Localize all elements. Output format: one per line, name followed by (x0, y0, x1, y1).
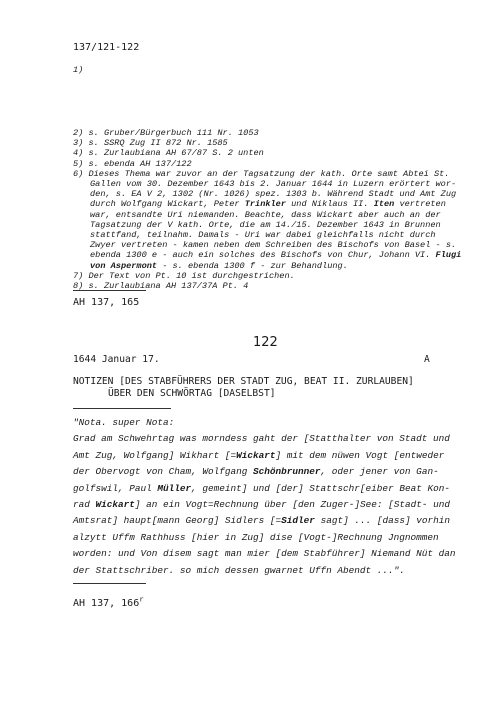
archive-reference-2 (73, 595, 144, 609)
text-line-9: worden: und Von disem sagt man mier [dem Stabführer] Niemand Nüt dan (73, 548, 456, 560)
fn6-text: durch Wolfgang Wickart, Peter (90, 199, 245, 210)
archive-reference: AH 137, 165 (73, 297, 140, 308)
text-line-3 (73, 448, 456, 464)
footnote-1-marker: 1) (73, 65, 84, 75)
fn6-name-aspermont: von Aspermont (90, 260, 158, 271)
name-sidler: Sidler (281, 515, 315, 527)
text-segment: , gemeint] und [der] Stattschr[eiber Beat Kon- (191, 482, 450, 494)
footnote-6-line-3: den, s. EA V 2, 1302 (Nr. 1026) spez. 1303 b. Während Stadt und Amt Zug (90, 189, 457, 200)
document-mark: A (424, 354, 430, 365)
heading-line-2: ÜBER DEN SCHWÖRTAG [DASELBST] (108, 388, 276, 399)
transcription-text (73, 415, 456, 579)
footnote-2: 2) s. Gruber/Bürgerbuch 111 Nr. 1053 (73, 128, 259, 138)
name-wickart: Wickart (236, 449, 276, 461)
text-segment: ] mit dem nüwen Vogt [entweder (275, 449, 445, 461)
document-date: 1644 Januar 17. (73, 354, 160, 365)
footnote-6-line-1: 6) Dieses Thema war zuvor an der Tagsatzung der kath. Orte samt Abtei St. (73, 168, 450, 179)
footnote-6-line-9 (73, 250, 461, 260)
fn6-text: ebenda 1300 e - auch ein solches des Bischofs von Chur, Johann VI. (90, 250, 436, 261)
text-line-1: "Nota. super Nota: (73, 417, 175, 428)
fn6-name-trinkler: Trinkler (244, 199, 286, 210)
top-reference: 137/121-122 (73, 42, 140, 53)
footnote-6-line-10 (73, 261, 461, 271)
text-segment: sagt] ... [dass] vorhin (314, 515, 450, 527)
text-line-6 (73, 497, 456, 513)
footnote-4: 4) s. Zurlaubiana AH 67/87 S. 2 unten (73, 148, 264, 159)
fn6-name-flugi: Flugi (435, 250, 462, 261)
text-segment: der Obervogt von Cham, Wolfgang (73, 466, 254, 478)
footnote-6-line-8: Zwyer vertreten - kamen neben dem Schreiben des Bischofs von Basel - s. (90, 240, 457, 251)
text-line-7 (73, 513, 456, 529)
text-segment: golfswil, Paul (73, 482, 158, 494)
fn6-name-iten: Iten (373, 199, 395, 210)
text-segment: ] an ein Vogt=Rechnung über [den Zuger-]See: [Stadt- und (134, 499, 450, 511)
archive-reference-2-text: AH 137, 166 (73, 598, 140, 609)
footnote-7: 7) Der Text von Pt. 10 ist durchgestrichen. (73, 270, 295, 281)
name-wickart: Wickart (95, 499, 135, 511)
footnote-8: 8) s. Zurlaubiana AH 137/37A Pt. 4 (73, 281, 249, 292)
fn6-text: - s. ebenda 1300 f - zur Behandlung. (157, 260, 348, 271)
text-segment: , oder jener von Gan- (320, 466, 439, 478)
text-segment: Amtsrat] haupt[mann Georg] Sidlers [= (73, 515, 282, 527)
fn6-text: vertreten (394, 199, 446, 210)
heading-rule (73, 408, 171, 409)
name-schoenbrunner: Schönbrunner (253, 466, 321, 478)
text-line-10: der Stattschriber. so mich dessen gwarnet Uffn Abendt ...". (73, 564, 405, 576)
fn6-text: und Niklaus II. (285, 199, 374, 210)
heading-line-1: NOTIZEN [DES STABFÜHRERS DER STADT ZUG, BEAT II. ZURLAUBEN] (73, 376, 414, 387)
name-mueller: Müller (157, 482, 192, 494)
text-line-2: Grad am Schwehrtag was morndess gaht der [Statthalter von Stadt und (73, 433, 450, 445)
footnotes-block (73, 128, 461, 291)
text-segment: rad (73, 499, 96, 511)
closing-rule (73, 583, 146, 584)
footnote-6-line-7: stattfand, teilnahm. Damals - Uri war dabei gleichfalls nicht durch (90, 230, 436, 241)
footnote-6-line-2: Gallen vom 30. Dezember 1643 bis 2. Januar 1644 in Luzern erörtert wor- (90, 179, 457, 190)
footnote-5: 5) s. ebenda AH 137/122 (73, 158, 192, 169)
text-line-4 (73, 464, 456, 480)
footnote-rule (73, 290, 146, 291)
footnote-6-line-6: Tagsatzung der V kath. Orte, die am 14./15. Dezember 1643 in Brunnen (90, 219, 441, 230)
footnote-6-line-4 (73, 199, 461, 209)
text-line-5 (73, 481, 456, 497)
folio-superscript: r (139, 595, 144, 604)
text-segment: Amt Zug, Wolfgang] Wikhart [= (73, 449, 237, 461)
document-number: 122 (253, 335, 278, 350)
text-line-8: alzytt Uffm Rathhuss [hier in Zug] dise [Vogt-]Rechnung Jngnommen (73, 531, 439, 543)
footnote-6-line-5: war, entsandte Uri niemanden. Beachte, dass Wickart aber auch an der (90, 209, 441, 220)
footnote-3: 3) s. SSRQ Zug II 872 Nr. 1585 (73, 138, 228, 149)
